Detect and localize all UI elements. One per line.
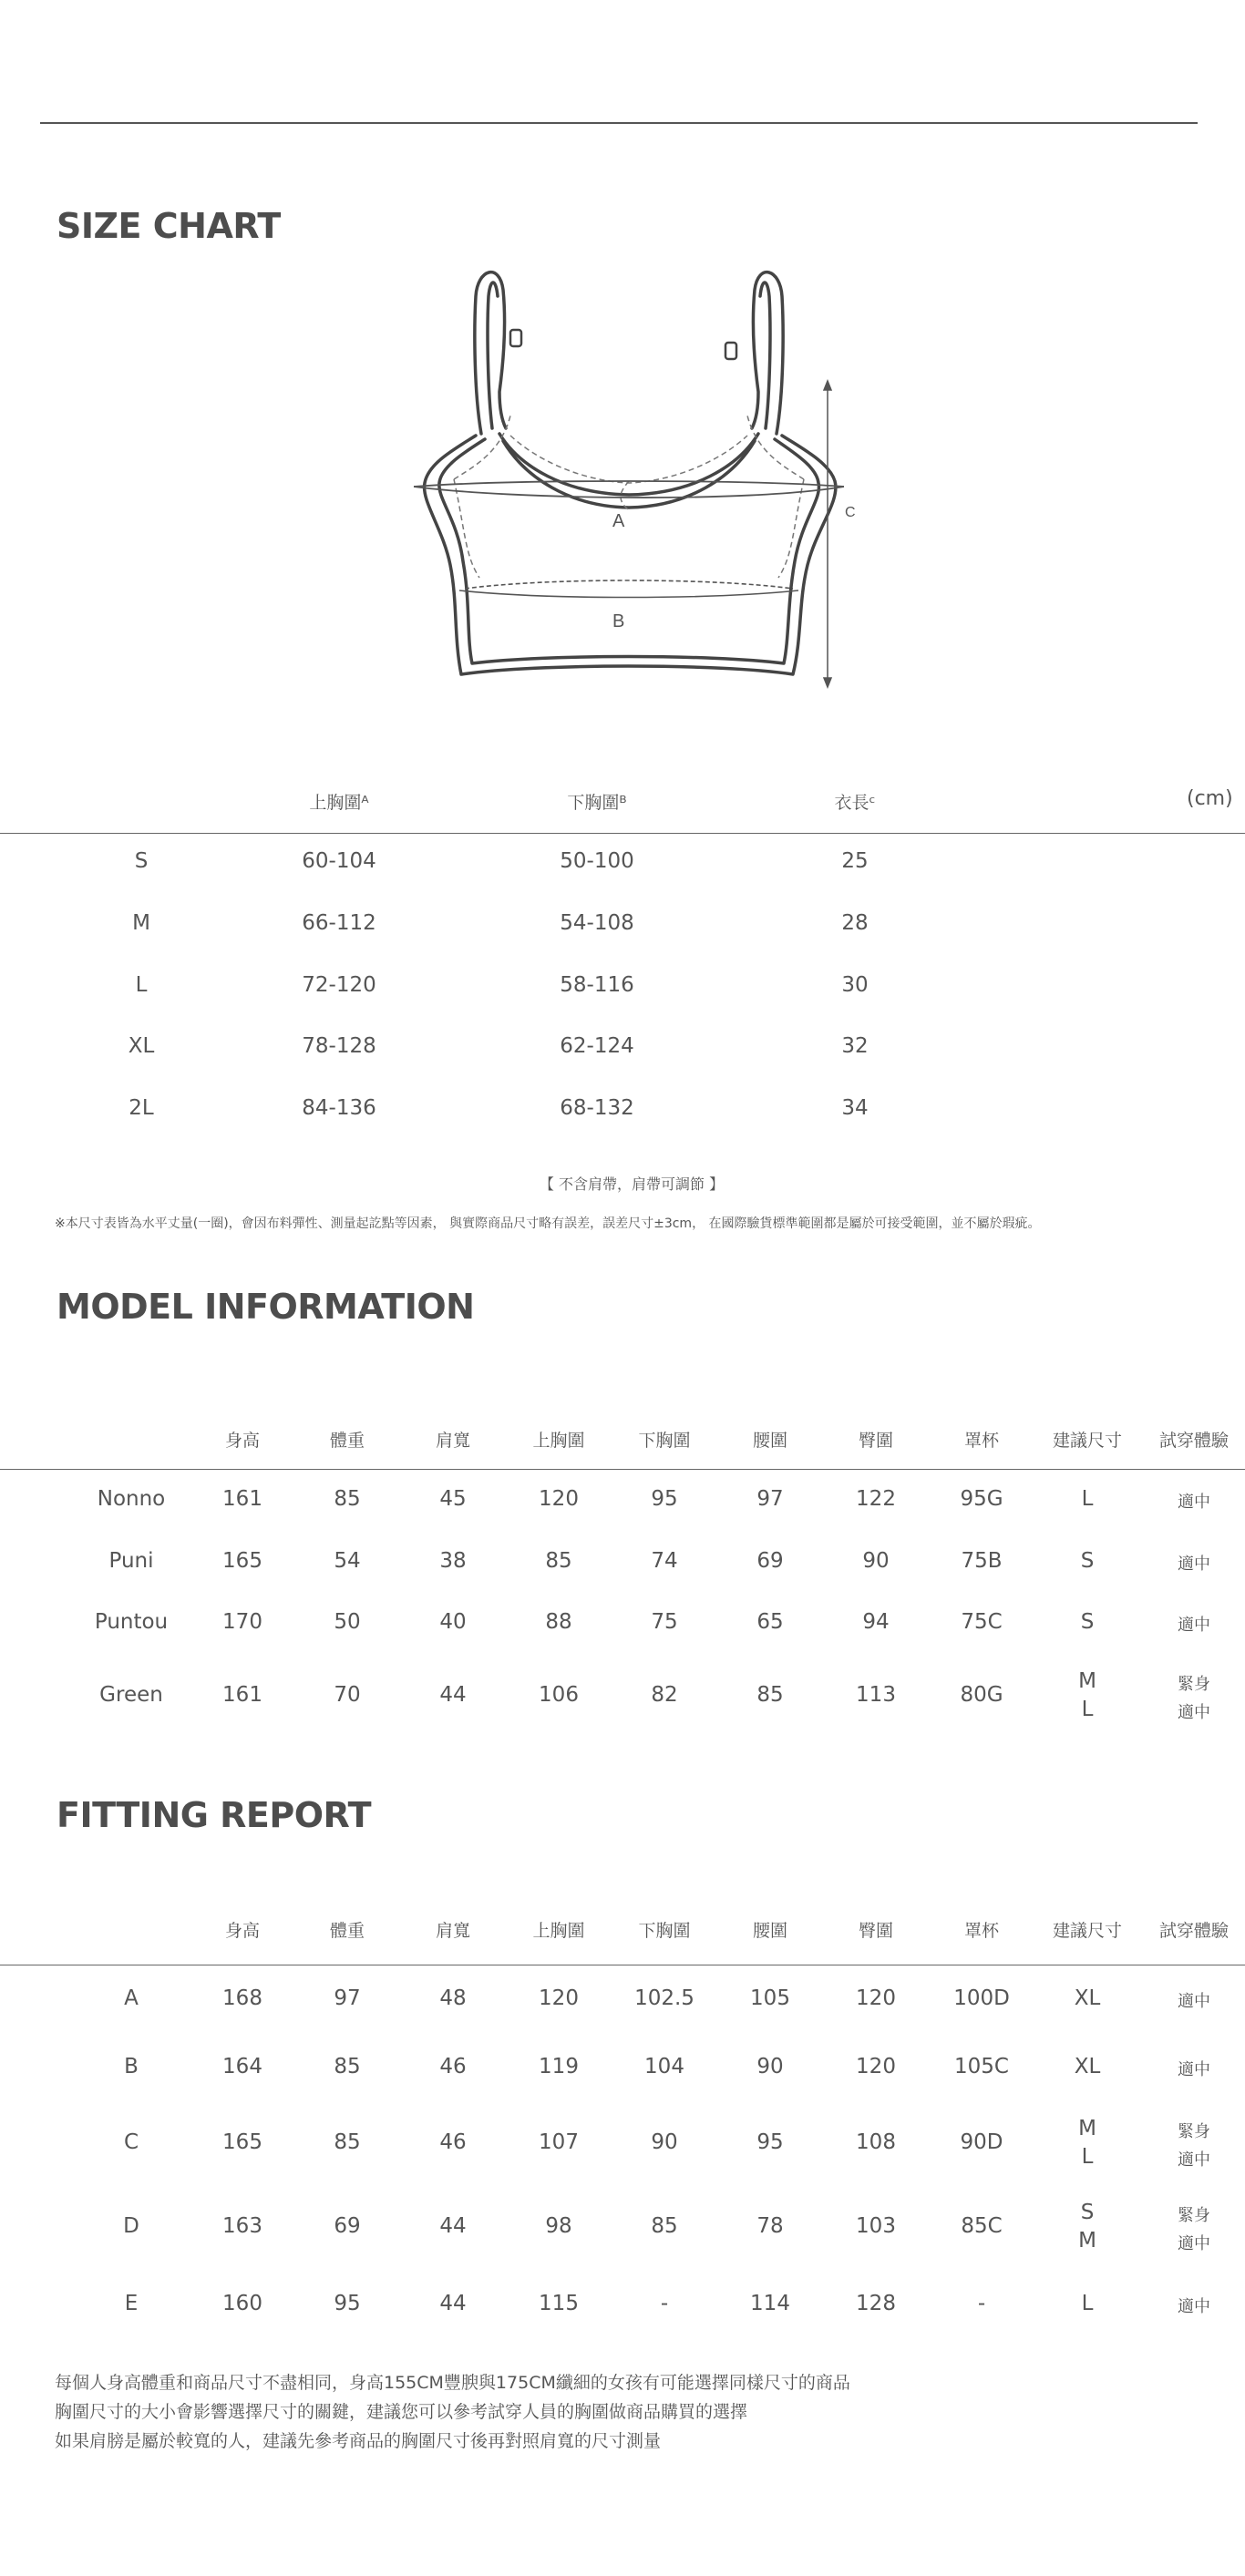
size-header-under-bust: 下胸圍ᴮ [567,793,627,813]
column-header: 試穿體驗 [1158,1921,1230,1941]
fit-experience: 適中 [1178,2150,1210,2170]
size-value: 72-120 [302,973,376,997]
row-value: 94 [862,1610,890,1634]
row-value: 90 [756,2055,784,2078]
column-header: 下胸圍 [638,1431,691,1451]
size-value: 68-132 [560,1096,634,1120]
size-value: 78-128 [302,1034,376,1058]
row-value: 103 [856,2214,896,2238]
row-value: 165 [222,2130,262,2154]
row-name: Nonno [97,1487,166,1511]
fit-experience: 適中 [1178,1703,1210,1722]
column-header: 罩杯 [963,1921,1000,1941]
footnote-2: 胸圍尺寸的大小會影響選擇尺寸的關鍵，建議您可以參考試穿人員的胸圍做商品購買的選擇 [55,2402,748,2422]
row-value: 115 [539,2292,579,2315]
suggested-size: M [1078,1669,1096,1693]
size-value: 66-112 [302,911,376,935]
column-header: 上胸圍 [532,1921,585,1941]
column-header: 臀圍 [858,1921,894,1941]
fitting-report-title: FITTING REPORT [57,1795,372,1835]
label-c: C [845,505,856,520]
fit-experience: 緊身 [1178,2122,1210,2141]
row-value: 44 [439,2292,467,2315]
row-value: 46 [439,2055,467,2078]
label-a: A [612,511,625,531]
row-value: 106 [539,1683,579,1707]
row-value: 114 [750,2292,790,2315]
suggested-size: L [1081,2145,1094,2169]
row-value: 88 [545,1610,572,1634]
row-value: 46 [439,2130,467,2154]
row-value: 161 [222,1487,262,1511]
size-value: 84-136 [302,1096,376,1120]
row-value: 85C [961,2214,1003,2238]
row-value: 107 [539,2130,579,2154]
size-value: 60-104 [302,849,376,873]
footnote-3: 如果肩膀是屬於較寬的人，建議先參考商品的胸圍尺寸後再對照肩寬的尺寸測量 [55,2431,662,2451]
row-value: 164 [222,2055,262,2078]
row-value: 74 [651,1549,678,1573]
size-value: 58-116 [560,973,634,997]
fit-experience: 緊身 [1178,1675,1210,1694]
fit-experience: 緊身 [1178,2206,1210,2225]
row-name: Puni [108,1549,154,1573]
footnote-1: 每個人身高體重和商品尺寸不盡相同，身高155CM豐腴與175CM纖細的女孩有可能選擇同樣尺寸的商品 [55,2373,850,2393]
row-name: Green [99,1683,163,1707]
column-header: 體重 [329,1921,365,1941]
size-chart-title: SIZE CHART [57,206,281,246]
row-value: 122 [856,1487,896,1511]
row-value: - [660,2292,669,2315]
row-value: 128 [856,2292,896,2315]
row-value: 48 [439,1986,467,2010]
row-value: 44 [439,2214,467,2238]
row-value: 119 [539,2055,579,2078]
row-value: 90D [960,2130,1003,2154]
row-value: 100D [953,1986,1010,2010]
row-value: 75C [961,1610,1003,1634]
suggested-size: L [1081,2292,1094,2315]
size-label: L [135,973,148,997]
size-value: 34 [841,1096,869,1120]
fit-experience: 適中 [1178,1992,1210,2011]
size-value: 30 [841,973,869,997]
column-header: 臀圍 [858,1431,894,1451]
row-name: E [124,2292,139,2315]
row-value: 97 [334,1986,361,2010]
fit-experience: 適中 [1178,2234,1210,2253]
row-value: 69 [756,1549,784,1573]
row-value: 97 [756,1487,784,1511]
fit-experience: 適中 [1178,1616,1210,1635]
row-value: 85 [756,1683,784,1707]
row-value: 44 [439,1683,467,1707]
size-value: 32 [841,1034,869,1058]
row-value: 108 [856,2130,896,2154]
row-value: 170 [222,1610,262,1634]
row-value: 160 [222,2292,262,2315]
row-name: D [123,2214,139,2238]
row-value: 65 [756,1610,784,1634]
row-value: 95 [334,2292,361,2315]
row-name: Puntou [94,1610,169,1634]
measure-note: ※本尺寸表皆為水平丈量(一圈)，會因布料彈性、測量起訖點等因素， 與實際商品尺寸略有誤差，誤差尺寸±3cm， 在國際驗貨標準範圍都是屬於可接受範圍，並不屬於瑕疵。 [55,1216,1041,1231]
row-value: 40 [439,1610,467,1634]
row-value: 85 [334,2055,361,2078]
row-value: 105 [750,1986,790,2010]
row-value: 95 [651,1487,678,1511]
model-table-rule [0,1469,1245,1470]
row-value: 113 [856,1683,896,1707]
column-header: 肩寬 [435,1921,471,1941]
row-name: B [124,2055,139,2078]
row-value: 82 [651,1683,678,1707]
suggested-size: S [1080,1610,1095,1634]
column-header: 肩寬 [435,1431,471,1451]
label-b: B [612,611,625,631]
size-value: 50-100 [560,849,634,873]
size-label: 2L [129,1096,154,1120]
row-value: 168 [222,1986,262,2010]
size-value: 28 [841,911,869,935]
size-value: 25 [841,849,869,873]
row-name: A [124,1986,139,2010]
row-value: 54 [334,1549,361,1573]
garment-diagram [401,255,857,702]
row-value: 120 [856,2055,896,2078]
strap-note: 【 不含肩帶，肩帶可調節 】 [539,1175,725,1193]
row-value: 80G [960,1683,1003,1707]
suggested-size: M [1078,2229,1096,2253]
fit-experience: 適中 [1178,2297,1210,2316]
row-value: 120 [539,1986,579,2010]
row-value: 120 [856,1986,896,2010]
size-label: S [134,849,149,873]
row-name: C [123,2130,139,2154]
size-header-length: 衣長ᶜ [834,793,876,813]
row-value: 45 [439,1487,467,1511]
row-value: 120 [539,1487,579,1511]
column-header: 試穿體驗 [1158,1431,1230,1451]
row-value: 98 [545,2214,572,2238]
row-value: 165 [222,1549,262,1573]
size-label: M [132,911,150,935]
fit-experience: 適中 [1178,1555,1210,1574]
column-header: 身高 [224,1431,261,1451]
column-header: 上胸圍 [532,1431,585,1451]
suggested-size: M [1078,2117,1096,2140]
suggested-size: XL [1074,2055,1101,2078]
row-value: 75 [651,1610,678,1634]
size-value: 54-108 [560,911,634,935]
row-value: 75B [961,1549,1003,1573]
row-value: 90 [862,1549,890,1573]
size-header-upper-bust: 上胸圍ᴬ [309,793,369,813]
column-header: 建議尺寸 [1052,1431,1123,1451]
row-value: 102.5 [634,1986,695,2010]
row-value: 50 [334,1610,361,1634]
suggested-size: L [1081,1487,1094,1511]
row-value: 69 [334,2214,361,2238]
row-value: 78 [756,2214,784,2238]
suggested-size: S [1080,1549,1095,1573]
row-value: 105C [954,2055,1009,2078]
fit-experience: 適中 [1178,2060,1210,2079]
row-value: 163 [222,2214,262,2238]
column-header: 建議尺寸 [1052,1921,1123,1941]
top-divider [40,122,1198,124]
size-table-rule [0,833,1245,834]
suggested-size: L [1081,1698,1094,1721]
row-value: 85 [545,1549,572,1573]
column-header: 腰圍 [752,1431,788,1451]
unit-label: (cm) [1187,787,1233,810]
column-header: 身高 [224,1921,261,1941]
row-value: 85 [651,2214,678,2238]
fit-experience: 適中 [1178,1493,1210,1512]
row-value: 85 [334,1487,361,1511]
column-header: 體重 [329,1431,365,1451]
row-value: 70 [334,1683,361,1707]
column-header: 罩杯 [963,1431,1000,1451]
suggested-size: XL [1074,1986,1101,2010]
column-header: 腰圍 [752,1921,788,1941]
size-label: XL [128,1034,155,1058]
row-value: 85 [334,2130,361,2154]
row-value: 161 [222,1683,262,1707]
suggested-size: S [1080,2201,1095,2224]
row-value: 90 [651,2130,678,2154]
row-value: 38 [439,1549,467,1573]
row-value: 95 [756,2130,784,2154]
row-value: 95G [960,1487,1003,1511]
row-value: 104 [644,2055,684,2078]
model-info-title: MODEL INFORMATION [57,1287,475,1327]
column-header: 下胸圍 [638,1921,691,1941]
row-value: - [977,2292,986,2315]
size-value: 62-124 [560,1034,634,1058]
